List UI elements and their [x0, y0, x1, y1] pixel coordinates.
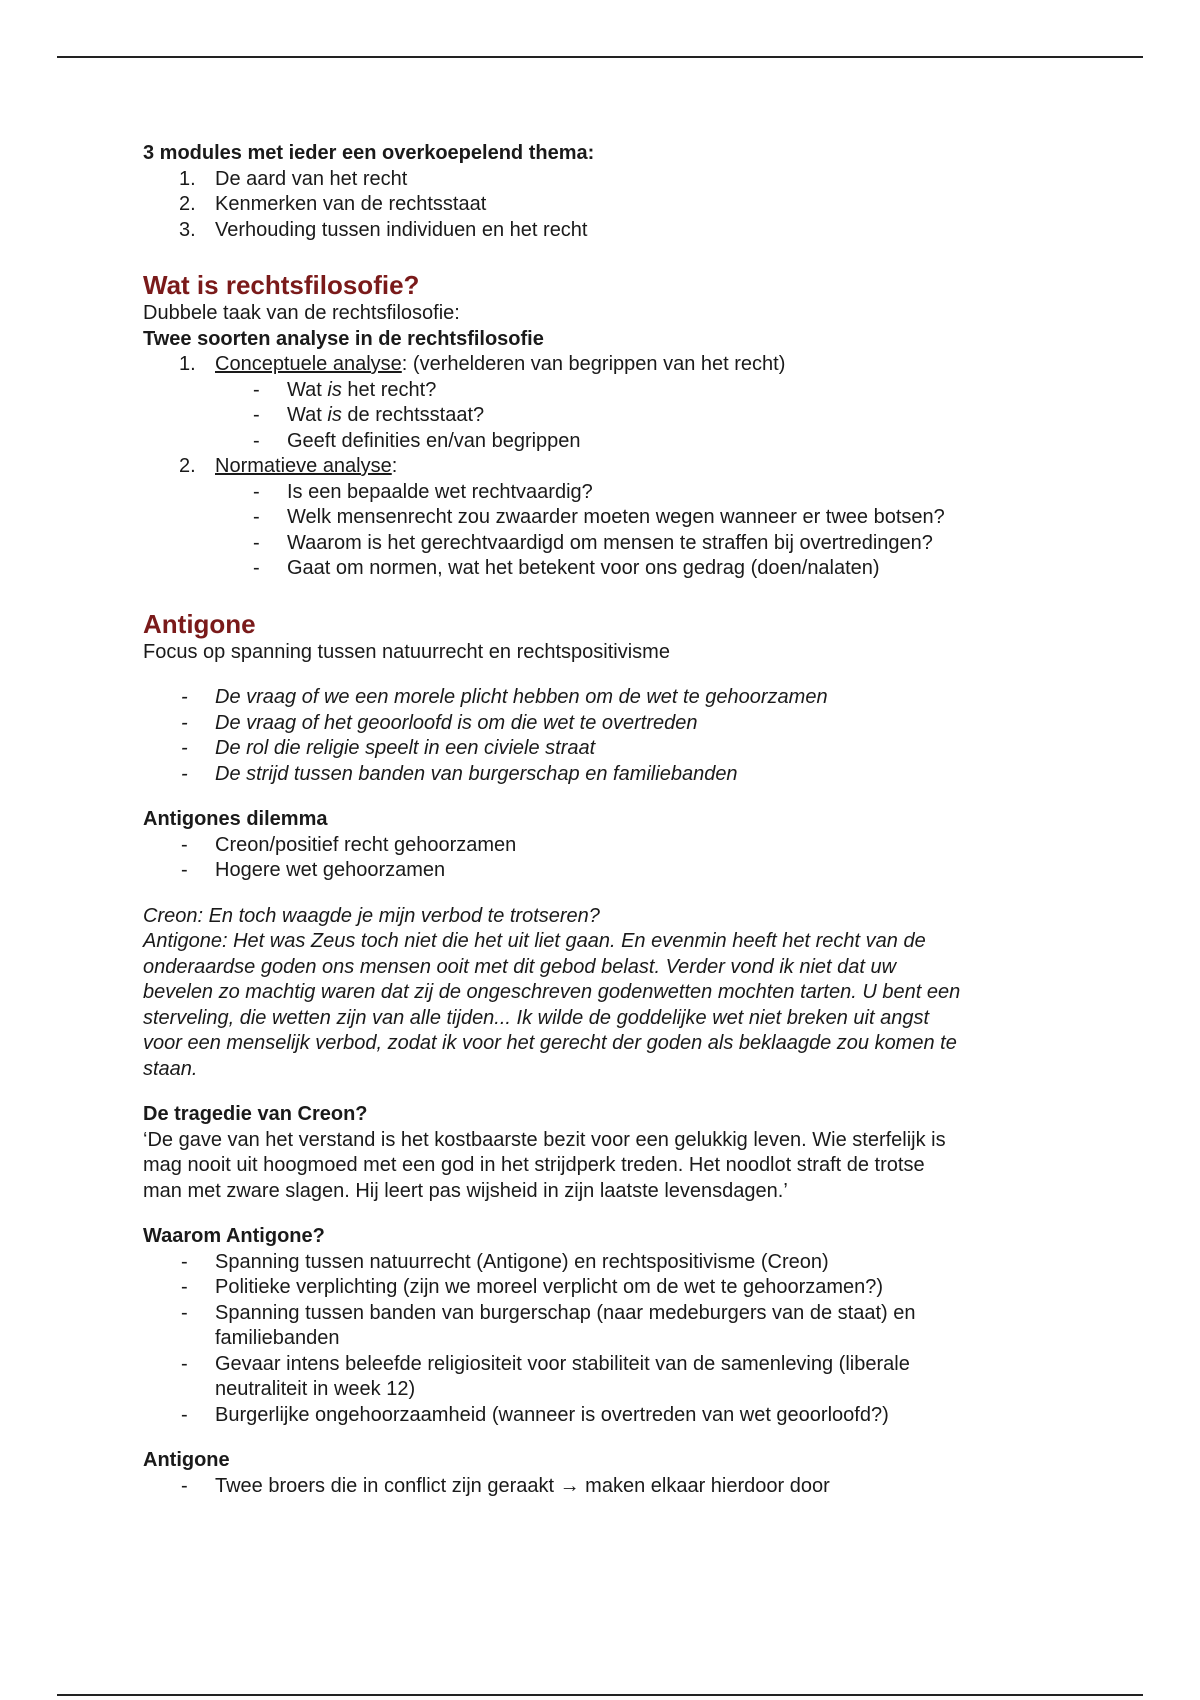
list-text: De strijd tussen banden van burgerschap en familiebanden — [215, 762, 738, 785]
list-item: - Spanning tussen natuurrecht (Antigone) en rechtspositivisme (Creon) — [181, 1250, 829, 1273]
list-text: Verhouding tussen individuen en het recht — [215, 218, 588, 241]
list-item: - Spanning tussen banden van burgerschap (naar medeburgers van de staat) en familiebanden — [143, 1301, 1073, 1352]
emphasis: is — [327, 404, 342, 426]
dilemma-heading: Antigones dilemma — [143, 808, 328, 830]
text-part: de rechtsstaat? — [341, 404, 485, 426]
quote-line: onderaardse goden ons mensen ooit met dit gebod belast. Verder vond ik niet dat uw — [143, 955, 897, 978]
normative-bullets — [143, 480, 1073, 582]
tragedy-heading: De tragedie van Creon? — [143, 1103, 368, 1125]
list-text: Welk mensenrecht zou zwaarder moeten wegen wanneer er twee botsen? — [287, 506, 945, 528]
text-part: Wat — [287, 378, 328, 401]
list-text: neutraliteit in week 12) — [215, 1378, 416, 1400]
list-item: - Gevaar intens beleefde religiositeit voor stabiliteit van de samenleving (liberale neutraliteit in week 12) — [143, 1352, 1073, 1403]
list-item: - De vraag of het geoorloofd is om die wet te overtreden — [181, 711, 698, 734]
list-text: De vraag of we een morele plicht hebben om de wet te gehoorzamen — [215, 686, 828, 708]
list-text: Waarom is het gerechtvaardigd om mensen te straffen bij overtredingen? — [287, 531, 933, 554]
antigone-themes — [143, 685, 1073, 787]
list-item: - Is een bepaalde wet rechtvaardig? — [253, 480, 593, 503]
conceptual-bullets — [143, 378, 1073, 455]
list-item: - Politieke verplichting (zijn we moreel verplicht om de wet te gehoorzamen?) — [181, 1276, 884, 1298]
list-text: De vraag of het geoorloofd is om die wet te overtreden — [215, 711, 698, 734]
list-item: - Geeft definities en/van begrippen — [253, 429, 581, 452]
normative-description: : — [391, 455, 398, 477]
list-item-normative — [143, 454, 1073, 480]
quote-line: voor een menselijk verbod, zodat ik voor het gerecht der goden als beklaagde zou komen te — [143, 1032, 957, 1054]
quote-line: staan. — [143, 1057, 198, 1080]
text-part: Geeft definities en/van begrippen — [287, 429, 581, 452]
section-title-antigone: Antigone — [143, 608, 256, 639]
list-item — [143, 167, 1073, 193]
list-text: De aard van het recht — [215, 167, 408, 190]
list-text: Spanning tussen banden van burgerschap (naar medeburgers van de staat) en — [215, 1301, 916, 1324]
brothers-list — [143, 1474, 1073, 1500]
list-text: Gevaar intens beleefde religiositeit voor stabiliteit van de samenleving (liberale — [215, 1352, 910, 1375]
antigone-subheading: Antigone — [143, 1449, 230, 1471]
list-text: Spanning tussen natuurrecht (Antigone) en rechtspositivisme (Creon) — [215, 1250, 829, 1273]
section-title-rechtsfilosofie: Wat is rechtsfilosofie? — [143, 270, 420, 300]
list-text: Twee broers die in conflict zijn geraakt → maken elkaar hierdoor door — [215, 1474, 830, 1497]
analysis-heading: Twee soorten analyse in de rechtsfilosofie — [143, 327, 544, 350]
list-text: Burgerlijke ongehoorzaamheid (wanneer is overtreden van wet geoorloofd?) — [215, 1403, 889, 1426]
quote-line: mag nooit uit hoogmoed met een god in het strijdperk treden. Het noodlot straft de trotse — [143, 1154, 925, 1176]
list-number: 2. — [179, 193, 196, 215]
document-body — [143, 141, 1073, 1499]
list-item: - De rol die religie speelt in een civiele straat — [181, 737, 596, 759]
list-item: - De vraag of we een morele plicht hebben om de wet te gehoorzamen — [181, 686, 828, 708]
conceptual-description: : (verhelderen van begrippen van het recht) — [401, 353, 786, 375]
quote-line: bevelen zo machtig waren dat zij de ongeschreven godenwetten mochten tarten. U bent een — [143, 981, 961, 1003]
emphasis: is — [327, 378, 342, 401]
quote-line: Creon: En toch waagde je mijn verbod te trotseren? — [143, 904, 600, 927]
list-text: Is een bepaalde wet rechtvaardig? — [287, 480, 593, 503]
why-heading: Waarom Antigone? — [143, 1225, 325, 1247]
list-number: 1. — [179, 353, 196, 375]
text-part: Wat — [287, 404, 328, 426]
conceptual-label: Conceptuele analyse — [215, 353, 402, 375]
list-item: - Twee broers die in conflict zijn geraakt → maken elkaar hierdoor door — [181, 1474, 830, 1497]
list-item — [143, 218, 1073, 244]
modules-list — [143, 167, 1073, 244]
quote-line: Antigone: Het was Zeus toch niet die het uit liet gaan. En evenmin heeft het recht van de — [143, 930, 926, 952]
list-item: - Welk mensenrecht zou zwaarder moeten wegen wanneer er twee botsen? — [253, 506, 945, 528]
top-rule — [57, 56, 1143, 58]
why-list — [143, 1250, 1073, 1429]
list-text: De rol die religie speelt in een civiele straat — [215, 737, 596, 759]
list-item — [143, 192, 1073, 218]
list-item-conceptual — [143, 352, 1073, 378]
antigone-intro: Focus op spanning tussen natuurrecht en rechtspositivisme — [143, 640, 670, 663]
modules-heading: 3 modules met ieder een overkoepelend thema: — [143, 142, 595, 164]
list-text: Gaat om normen, wat het betekent voor ons gedrag (doen/nalaten) — [287, 557, 880, 579]
tragedy-quote — [143, 1128, 1073, 1205]
list-number: 1. — [179, 167, 196, 190]
list-text: familiebanden — [215, 1327, 340, 1349]
list-number: 2. — [179, 455, 196, 477]
list-item: - Hogere wet gehoorzamen — [181, 859, 446, 881]
quote-line: man met zware slagen. Hij leert pas wijsheid in zijn laatste levensdagen.’ — [143, 1179, 788, 1202]
list-text: Kenmerken van de rechtsstaat — [215, 193, 487, 215]
list-text: Creon/positief recht gehoorzamen — [215, 833, 517, 856]
normative-label: Normatieve analyse — [215, 455, 392, 477]
list-text: Hogere wet gehoorzamen — [215, 859, 446, 881]
rechtsfilosofie-intro: Dubbele taak van de rechtsfilosofie: — [143, 302, 460, 324]
dialogue-quote — [143, 904, 1073, 1083]
text-part: het recht? — [341, 378, 437, 401]
quote-line: ‘De gave van het verstand is het kostbaarste bezit voor een gelukkig leven. Wie sterfelijk is — [143, 1128, 946, 1151]
bottom-rule — [57, 1694, 1143, 1696]
list-number: 3. — [179, 218, 196, 241]
list-item: - Waarom is het gerechtvaardigd om mensen te straffen bij overtredingen? — [253, 531, 933, 554]
list-item: - Creon/positief recht gehoorzamen — [181, 833, 517, 856]
quote-line: sterveling, die wetten zijn van alle tijden... Ik wilde de goddelijke wet niet breken uit angst — [143, 1006, 930, 1029]
list-text: Politieke verplichting (zijn we moreel verplicht om de wet te gehoorzamen?) — [215, 1276, 884, 1298]
list-item: - Wat is het recht? — [253, 378, 437, 401]
list-item: - Wat is de rechtsstaat? — [253, 404, 485, 426]
list-item: - Burgerlijke ongehoorzaamheid (wanneer is overtreden van wet geoorloofd?) — [181, 1403, 889, 1426]
list-item: - De strijd tussen banden van burgerschap en familiebanden — [181, 762, 738, 785]
list-item: - Gaat om normen, wat het betekent voor ons gedrag (doen/nalaten) — [253, 557, 880, 579]
dilemma-list — [143, 833, 1073, 884]
